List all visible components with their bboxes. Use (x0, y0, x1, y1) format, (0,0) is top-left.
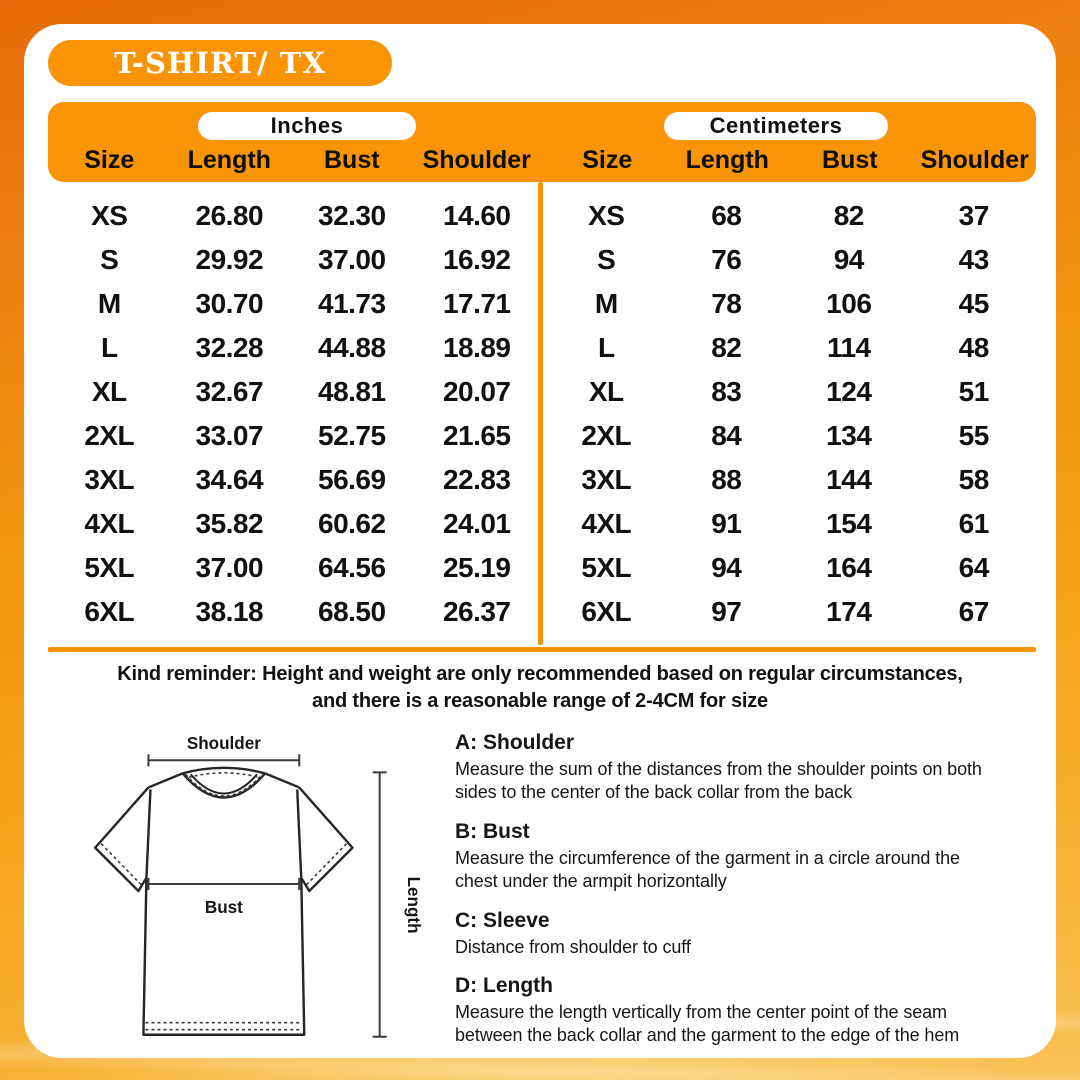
table-cell: 5XL (84, 552, 135, 583)
table-row (48, 414, 538, 458)
table-cell: S (100, 244, 119, 275)
table-cell: 60.62 (318, 508, 386, 539)
table-row (48, 546, 538, 590)
table-cell: 6XL (581, 596, 632, 627)
table-cell: 94 (711, 552, 742, 583)
shoulder-label: Shoulder (186, 734, 261, 754)
table-cell: 174 (826, 596, 872, 627)
table-cell: 48 (958, 332, 989, 363)
column-header-length: Length (187, 145, 271, 174)
table-cell: 68 (711, 200, 742, 231)
table-cell: 97 (711, 596, 742, 627)
table-row (48, 370, 538, 414)
table-cell: 34.64 (195, 464, 264, 495)
table-cell: 32.28 (195, 332, 264, 363)
column-header-size: Size (84, 145, 135, 174)
instruction-block (455, 974, 1007, 1048)
length-measure-line (373, 772, 387, 1036)
inches-unit-label: Inches (270, 113, 344, 138)
table-cell: 67 (958, 596, 989, 627)
table-cell: 37 (958, 200, 989, 231)
table-row (48, 238, 538, 282)
table-cell: 43 (958, 244, 989, 275)
table-cell: 32.30 (318, 200, 386, 231)
instruction-title: B: Bust (455, 819, 530, 843)
inches-column-headers (48, 142, 538, 178)
column-header-shoulder: Shoulder (422, 145, 531, 174)
centimeters-unit-pill (664, 112, 888, 140)
table-row (545, 238, 1035, 282)
table-cell: 4XL (581, 508, 632, 539)
table-cell: 2XL (84, 420, 135, 451)
table-cell: 2XL (581, 420, 632, 451)
table-cell: XS (588, 200, 625, 231)
table-cell: 84 (711, 420, 742, 451)
table-cell: 55 (958, 420, 989, 451)
inches-unit-pill (198, 112, 416, 140)
instruction-title: D: Length (455, 973, 553, 997)
table-row (48, 502, 538, 546)
table-cell: 33.07 (195, 420, 264, 451)
table-cell: 16.92 (442, 244, 511, 275)
table-row (545, 370, 1035, 414)
table-cell: 14.60 (442, 200, 511, 231)
table-cell: 52.75 (318, 420, 386, 451)
table-cell: 32.67 (195, 376, 264, 407)
table-cell: 21.65 (442, 420, 511, 451)
instruction-title: C: Sleeve (455, 908, 550, 932)
table-cell: L (597, 332, 615, 363)
table-row (545, 194, 1035, 238)
column-header-shoulder: Shoulder (920, 145, 1029, 174)
length-label: Length (403, 876, 423, 934)
table-cell: 106 (826, 288, 872, 319)
instruction-body: Measure the circumference of the garment in a circle around the chest under the armpit horizontally (455, 847, 960, 892)
instruction-block (455, 731, 1007, 805)
bust-measure-line (148, 878, 299, 890)
bust-label: Bust (204, 898, 243, 918)
table-cell: 64.56 (318, 552, 386, 583)
column-header-bust: Bust (822, 145, 878, 174)
table-cell: 24.01 (442, 508, 511, 539)
measuring-instructions (455, 731, 1007, 1063)
table-cell: 76 (711, 244, 742, 275)
table-cell: 51 (958, 376, 989, 407)
table-cell: 30.70 (195, 288, 264, 319)
table-row (48, 282, 538, 326)
instruction-block (455, 909, 1007, 959)
table-cell: 56.69 (318, 464, 386, 495)
shoulder-measure-line (148, 754, 299, 766)
table-cell: XS (91, 200, 128, 231)
kind-reminder (24, 661, 1056, 715)
table-cell: 4XL (84, 508, 135, 539)
table-cell: 20.07 (442, 376, 511, 407)
reminder-line-1: Kind reminder: Height and weight are only recommended based on regular circumstances, (117, 663, 963, 685)
instruction-title: A: Shoulder (455, 731, 574, 754)
table-cell: 88 (711, 464, 742, 495)
table-cell: 68.50 (318, 596, 386, 627)
product-title-badge (48, 40, 392, 86)
table-cell: 48.81 (318, 376, 386, 407)
table-cell: S (597, 244, 616, 275)
table-row (545, 282, 1035, 326)
table-cell: 83 (711, 376, 742, 407)
table-cell: 144 (826, 464, 872, 495)
tshirt-measurement-diagram (64, 728, 446, 1060)
centimeters-unit-label: Centimeters (709, 113, 843, 138)
horizontal-divider (48, 647, 1036, 652)
centimeters-table (545, 194, 1035, 634)
reminder-line-2: and there is a reasonable range of 2-4CM for size (312, 689, 768, 712)
table-cell: XL (91, 376, 127, 407)
table-cell: L (100, 332, 118, 363)
table-cell: 5XL (581, 552, 632, 583)
table-cell: 45 (958, 288, 989, 319)
table-cell: 3XL (581, 464, 632, 495)
centimeters-column-headers (546, 142, 1036, 178)
table-cell: 154 (826, 508, 872, 539)
vertical-divider (538, 182, 543, 645)
column-header-size: Size (582, 145, 633, 174)
table-row (48, 458, 538, 502)
table-row (545, 546, 1035, 590)
table-row (545, 458, 1035, 502)
table-cell: 58 (958, 464, 989, 495)
table-cell: 18.89 (442, 332, 511, 363)
table-row (545, 326, 1035, 370)
inches-table (48, 194, 538, 634)
table-cell: M (594, 288, 618, 319)
table-cell: 82 (833, 200, 864, 231)
instruction-body: Distance from shoulder to cuff (455, 936, 691, 957)
instruction-block (455, 820, 1007, 894)
table-header-bar (48, 102, 1036, 182)
instruction-body: Measure the length vertically from the center point of the seam between the back collar and the garment to the edge of the hem (455, 1001, 960, 1046)
table-row (48, 326, 538, 370)
table-row (545, 502, 1035, 546)
table-cell: 38.18 (195, 596, 264, 627)
table-cell: XL (588, 376, 624, 407)
table-cell: 26.37 (442, 596, 511, 627)
column-header-bust: Bust (324, 145, 380, 174)
table-row (48, 194, 538, 238)
table-cell: 78 (711, 288, 742, 319)
table-cell: 17.71 (442, 288, 511, 319)
table-cell: 61 (958, 508, 989, 539)
table-cell: 64 (958, 552, 989, 583)
column-header-length: Length (685, 145, 769, 174)
table-cell: M (97, 288, 121, 319)
table-cell: 41.73 (318, 288, 386, 319)
table-cell: 22.83 (442, 464, 511, 495)
table-cell: 91 (711, 508, 742, 539)
instruction-body: Measure the sum of the distances from the shoulder points on both sides to the center of the back collar from the back (455, 759, 982, 803)
table-cell: 94 (833, 244, 864, 275)
product-title: T-SHIRT/ TX (114, 46, 326, 80)
table-cell: 26.80 (195, 200, 264, 231)
table-row (48, 590, 538, 634)
table-cell: 164 (826, 552, 872, 583)
table-cell: 37.00 (195, 552, 264, 583)
size-chart-card (24, 24, 1056, 1058)
table-cell: 114 (826, 332, 871, 363)
table-row (545, 590, 1035, 634)
table-cell: 44.88 (318, 332, 386, 363)
table-row (545, 414, 1035, 458)
table-cell: 25.19 (442, 552, 511, 583)
table-cell: 134 (826, 420, 872, 451)
table-cell: 37.00 (318, 244, 386, 275)
table-cell: 124 (826, 376, 872, 407)
table-cell: 82 (711, 332, 742, 363)
table-cell: 6XL (84, 596, 135, 627)
table-cell: 35.82 (195, 508, 264, 539)
table-cell: 29.92 (195, 244, 264, 275)
table-cell: 3XL (84, 464, 135, 495)
